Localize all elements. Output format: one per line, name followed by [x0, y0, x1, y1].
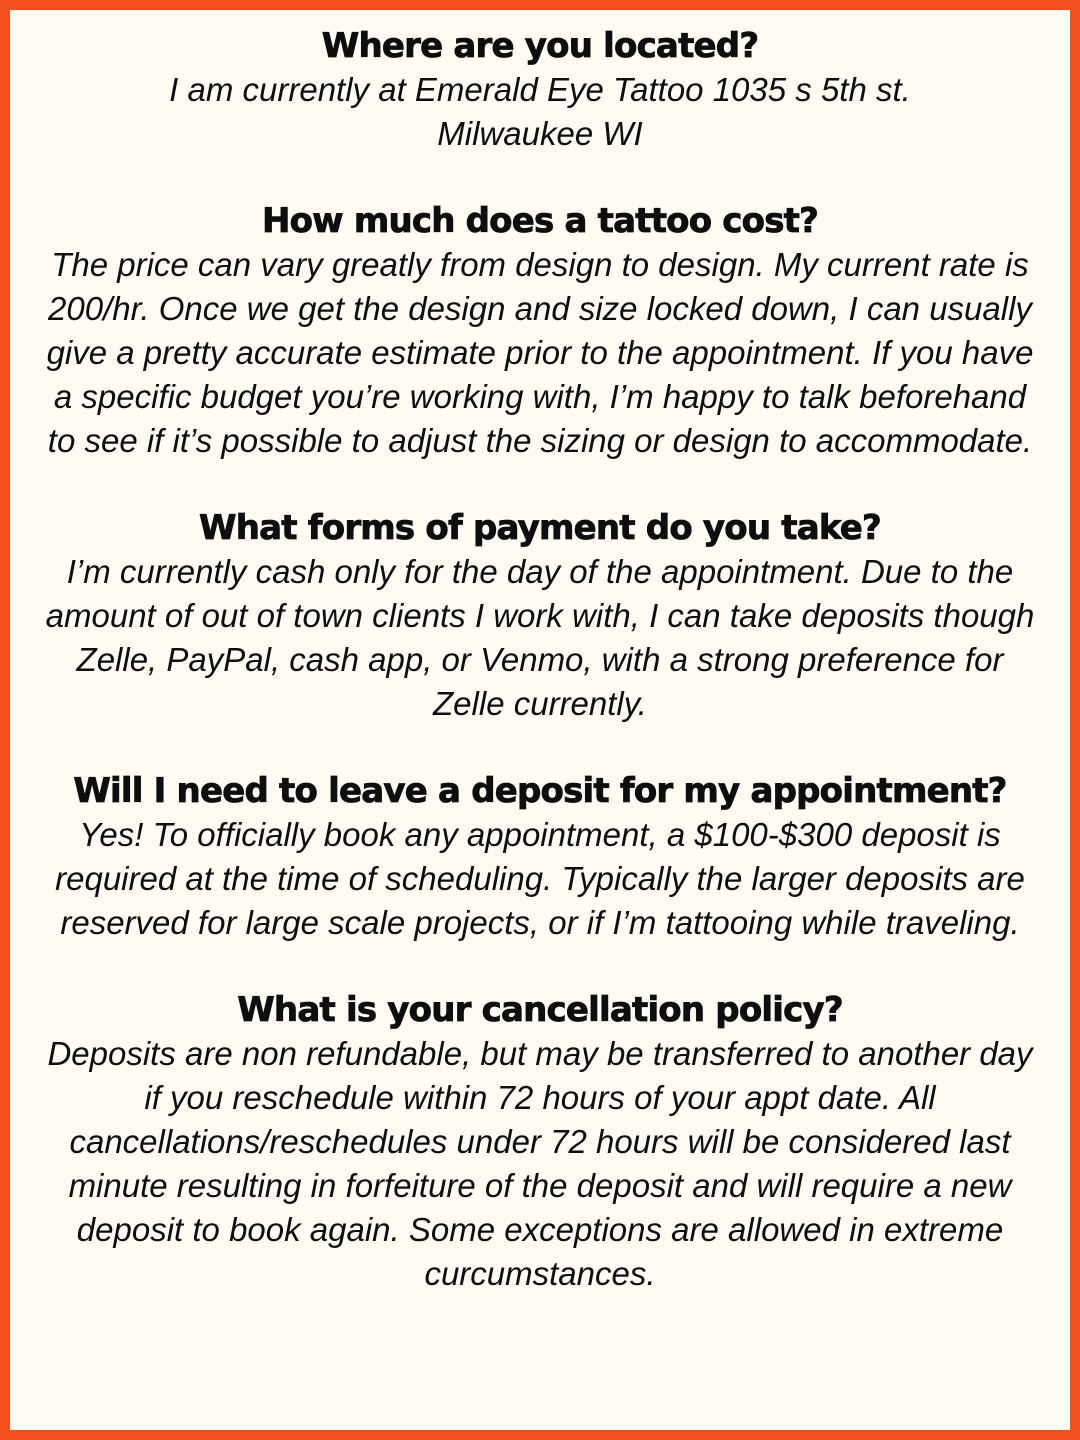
answer-text: The price can vary greatly from design to design. My current rate is 200/hr. Once we get the design and size locked down, I can usually give a pretty accurate estimate prior to the appointment. If you have a specific budget you’re working with, I’m happy to talk beforehand to see if it’s possible to adjust the sizing or design to accommodate. [46, 246, 1034, 459]
faq-item-location [34, 24, 1046, 156]
question-heading: How much does a tattoo cost? [261, 201, 819, 241]
answer-text: I’m currently cash only for the day of the appointment. Due to the amount of out of town clients I work with, I can take deposits though Zelle, PayPal, cash app, or Venmo, with a strong preference for Zelle currently. [45, 553, 1035, 722]
faq-item-payment [34, 506, 1046, 726]
answer-text: I am currently at Emerald Eye Tattoo 1035 s 5th st. Milwaukee WI [169, 71, 911, 152]
answer-text: Deposits are non refundable, but may be transferred to another day if you reschedule within 72 hours of your appt date. All cancellations/reschedules under 72 hours will be considered last minute resulting in forfeiture of the deposit and will require a new deposit to book again. Some exceptions are allowed in extreme curcumstances. [47, 1035, 1033, 1292]
answer-text: Yes! To officially book any appointment, a $100-$300 deposit is required at the time of scheduling. Typically the larger deposits are reserved for large scale projects, or if I’m tattooing while traveling. [55, 816, 1025, 941]
question-heading: Will I need to leave a deposit for my appointment? [73, 771, 1007, 811]
faq-item-cancellation [34, 988, 1046, 1296]
question-heading: Where are you located? [321, 26, 759, 66]
question-heading: What forms of payment do you take? [199, 508, 881, 548]
faq-item-deposit [34, 769, 1046, 945]
question-heading: What is your cancellation policy? [237, 990, 843, 1030]
faq-item-cost [34, 199, 1046, 463]
